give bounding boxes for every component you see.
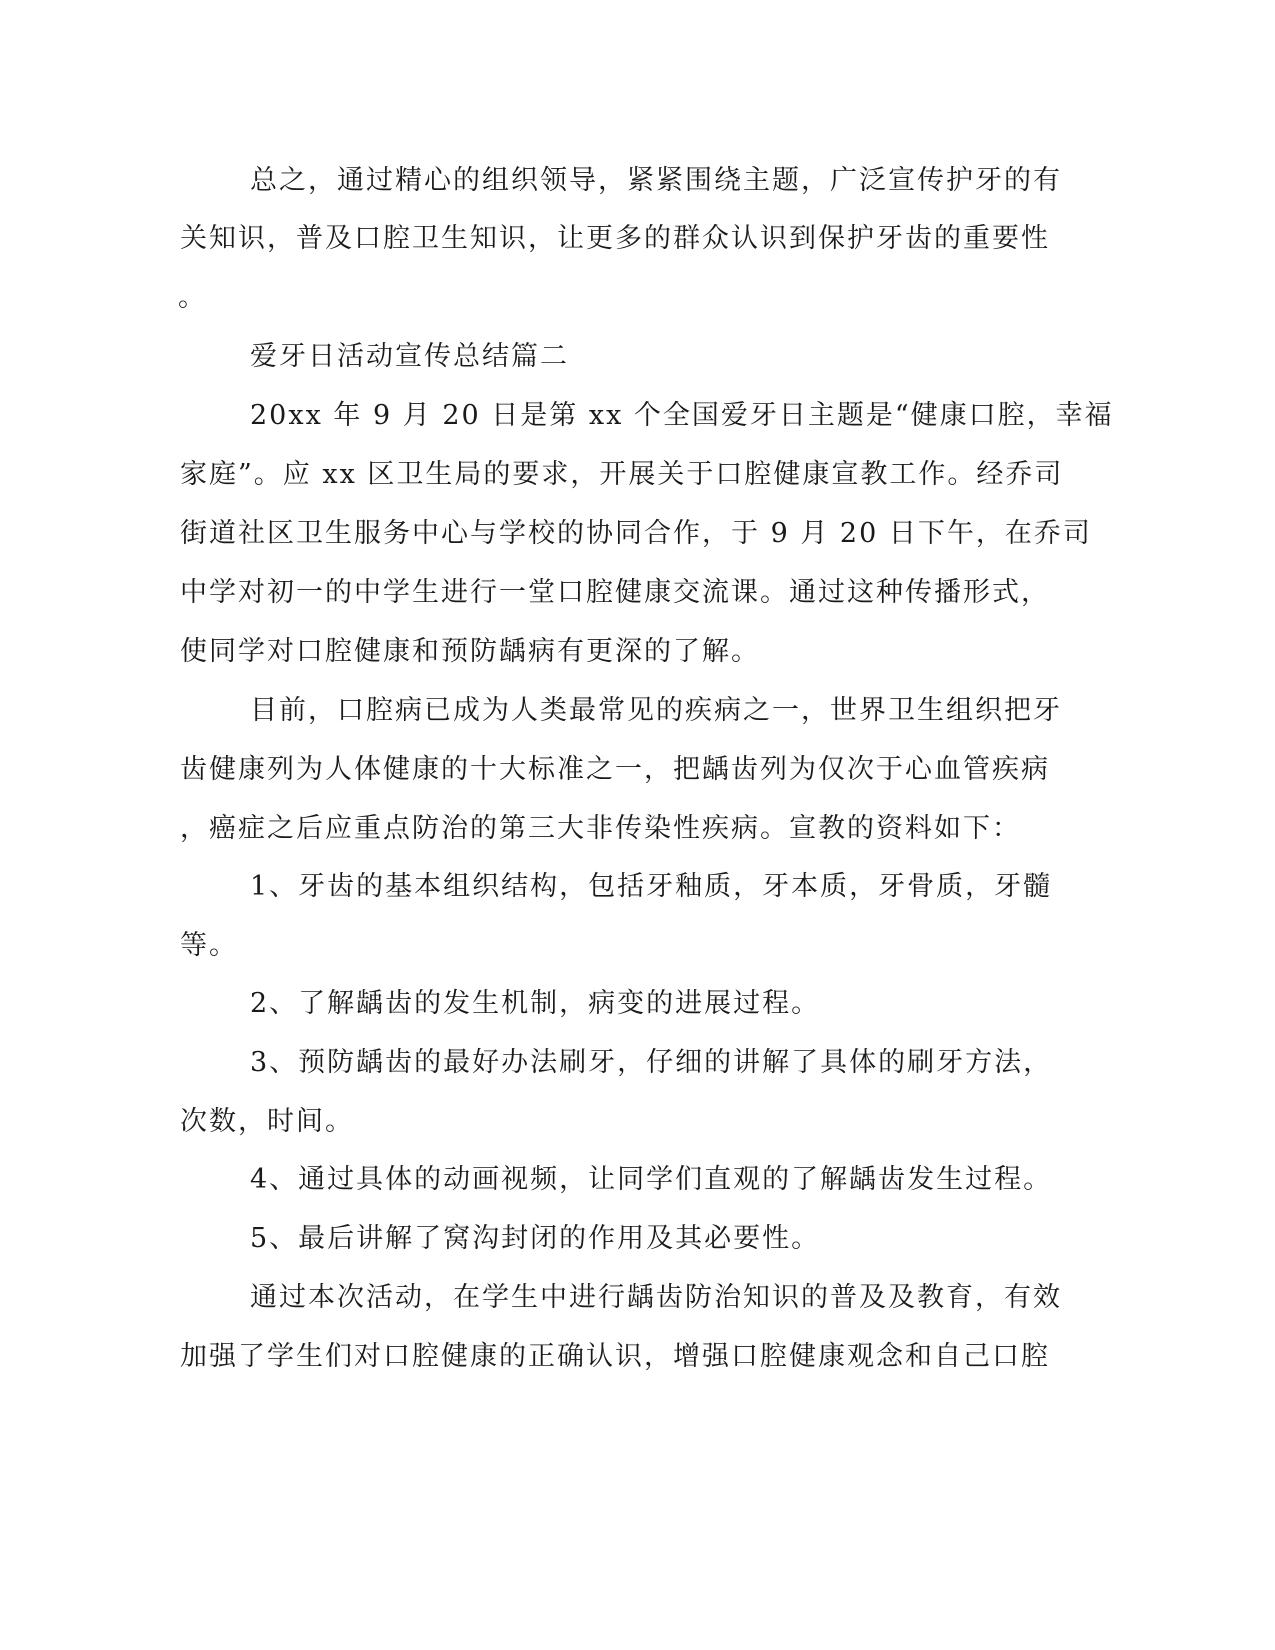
list-item: 5、最后讲解了窝沟封闭的作用及其必要性。 (250, 1223, 821, 1254)
text-line: ，癌症之后应重点防治的第三大非传染性疾病。宣教的资料如下： (180, 813, 1021, 844)
list-item: 2、了解龋齿的发生机制，病变的进展过程。 (250, 988, 821, 1019)
text-line: 目前，口腔病已成为人类最常见的疾病之一，世界卫生组织把牙 (250, 695, 1062, 726)
text-line: 中学对初一的中学生进行一堂口腔健康交流课。通过这种传播形式， (180, 577, 1050, 608)
list-item: 3、预防龋齿的最好办法刷牙，仔细的讲解了具体的刷牙方法， (250, 1047, 1053, 1078)
list-item: 1、牙齿的基本组织结构，包括牙釉质，牙本质，牙骨质，牙髓 (250, 871, 1053, 902)
text-line: 齿健康列为人体健康的十大标准之一，把龋齿列为仅次于心血管疾病 (180, 754, 1050, 785)
text-line: 等。 (180, 930, 238, 961)
list-item: 4、通过具体的动画视频，让同学们直观的了解龋齿发生过程。 (250, 1164, 1053, 1195)
text-line: 街道社区卫生服务中心与学校的协同合作，于 9 月 20 日下午，在乔司 (180, 518, 1092, 549)
text-line: 加强了学生们对口腔健康的正确认识，增强口腔健康观念和自己口腔 (180, 1341, 1050, 1372)
text-line: 总之，通过精心的组织领导，紧紧围绕主题，广泛宣传护牙的有 (250, 165, 1062, 196)
text-line: 使同学对口腔健康和预防龋病有更深的了解。 (180, 636, 760, 667)
text-line: 次数，时间。 (180, 1106, 354, 1137)
text-line: 20xx 年 9 月 20 日是第 xx 个全国爱牙日主题是“健康口腔，幸福 (250, 400, 1114, 431)
section-heading: 爱牙日活动宣传总结篇二 (250, 341, 569, 372)
text-line: 关知识，普及口腔卫生知识，让更多的群众认识到保护牙齿的重要性 (180, 223, 1050, 254)
text-line: 通过本次活动，在学生中进行龋齿防治知识的普及及教育，有效 (250, 1282, 1062, 1313)
text-line: 。 (178, 282, 207, 313)
text-line: 家庭”。应 xx 区卫生局的要求，开展关于口腔健康宣教工作。经乔司 (180, 459, 1064, 490)
